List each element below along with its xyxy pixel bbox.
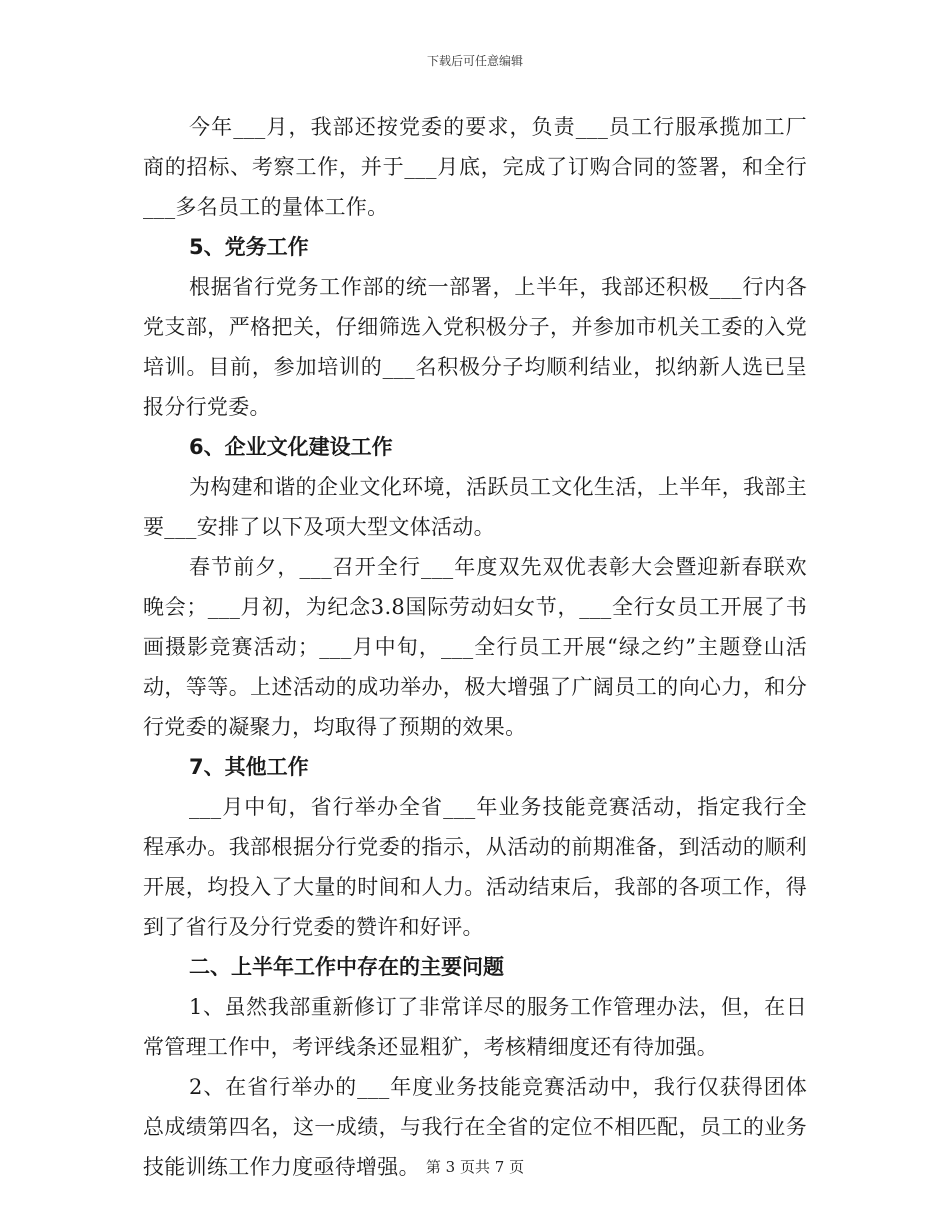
paragraph-problem-1: 1、虽然我部重新修订了非常详尽的服务工作管理办法，但，在日常管理工作中，考评线条还显粗犷，考核精细度还有待加强。	[143, 995, 807, 1059]
page-header: 下载后可任意编辑	[426, 54, 523, 68]
document-body	[143, 107, 807, 1187]
page-footer: 第 3 页共 7 页	[425, 1158, 525, 1176]
paragraph-problem-2: 2、在省行举办的___年度业务技能竞赛活动中，我行仅获得团体总成绩第四名，这一成绩，与我行在全省的定位不相匹配，员工的业务技能训练工作力度亟待增强。	[143, 1075, 807, 1179]
section-heading-other-work: 7、其他工作	[189, 755, 309, 779]
section-heading-party-affairs: 5、党务工作	[189, 235, 309, 259]
paragraph-other-work: ___月中旬，省行举办全省___年业务技能竞赛活动，指定我行全程承办。我部根据分行党委的指示，从活动的前期准备，到活动的顺利开展，均投入了大量的时间和人力。活动结束后，我部的各项工作，得到了省行及分行党委的赞许和好评。	[143, 795, 807, 939]
paragraph-culture-activities: 春节前夕，___召开全行___年度双先双优表彰大会暨迎新春联欢晚会；___月初，为纪念3.8国际劳动妇女节，___全行女员工开展了书画摄影竞赛活动；___月中旬，___全行员工开展“绿之约”主题登山活动，等等。上述活动的成功举办，极大增强了广阔员工的向心力，和分行党委的凝聚力，均取得了预期的效果。	[143, 555, 807, 739]
section-heading-main-problems: 二、上半年工作中存在的主要问题	[189, 955, 504, 979]
paragraph-culture-intro: 为构建和谐的企业文化环境，活跃员工文化生活，上半年，我部主要___安排了以下及项大型文体活动。	[143, 475, 807, 539]
section-heading-corporate-culture: 6、企业文化建设工作	[189, 435, 393, 459]
paragraph-uniform-procurement: 今年___月，我部还按党委的要求，负责___员工行服承揽加工厂商的招标、考察工作，并于___月底，完成了订购合同的签署，和全行___多名员工的量体工作。	[143, 115, 807, 219]
paragraph-party-affairs: 根据省行党务工作部的统一部署，上半年，我部还积极___行内各党支部，严格把关，仔细筛选入党积极分子，并参加市机关工委的入党培训。目前，参加培训的___名积极分子均顺利结业，拟纳新人选已呈报分行党委。	[143, 275, 807, 419]
